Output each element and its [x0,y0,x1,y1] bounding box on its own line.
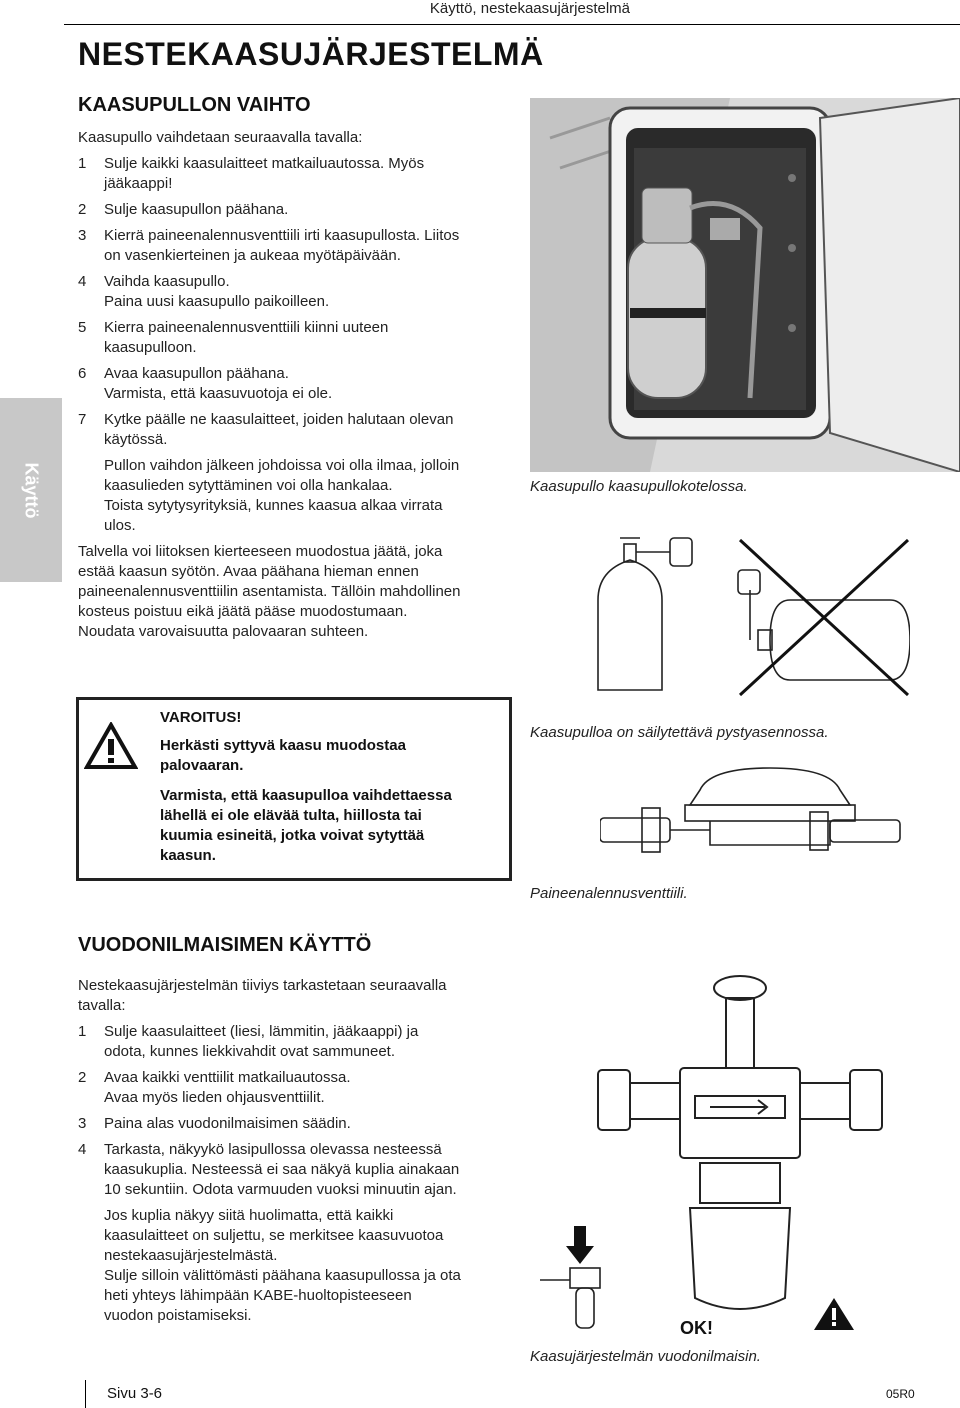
leak-step-1: 1 Sulje kaasulaitteet (liesi, lämmitin, jääkaappi) ja odota, kunnes liekkivahdit ovat sammuneet. [78,1023,419,1060]
page-number: Sivu 3-6 [107,1385,163,1402]
leak-step-4: 4 Tarkasta, näkyykö lasipullossa olevassa nesteessä kaasukuplia. Nesteessä ei saa näkyä kuplia ainakaan 10 sekuntiin. Odota varmuuden vuoksi minuutin ajan. [78,1141,460,1198]
section2-intro: Nestekaasujärjestelmän tiiviys tarkastetaan seuraavalla tavalla: [78,977,447,1014]
side-tab [0,398,62,582]
gas-bottle-cabinet-photo [530,98,960,472]
running-header: Käyttö, nestekaasujärjestelmä [429,0,630,17]
leak-step-2: 2 Avaa kaikki venttiilit matkailuautossa. Avaa myös lieden ohjausventtiilit. [78,1069,351,1106]
step-5: 5 Kierra paineenalennusventtiili kiinni uuteen kaasupulloon. [78,319,389,356]
small-detector-icon [540,1268,600,1328]
page-title: NESTEKAASUJÄRJESTELMÄ [78,36,544,72]
step-7: 7 Kytke päälle ne kaasulaitteet, joiden halutaan olevan käytössä. [78,411,454,448]
warning-triangle-icon [84,722,138,775]
caption-upright: Kaasupulloa on säilytettävä pystyasennossa. [530,724,829,741]
upright-bottle-icon [598,538,692,690]
revision-code: 05R0 [886,1387,915,1401]
ok-label: OK! [680,1318,713,1338]
section1-body [78,128,518,648]
step-2: 2 Sulje kaasupullon päähana. [78,201,289,218]
caption-cabinet: Kaasupullo kaasupullokotelossa. [530,478,748,495]
warning-title: VAROITUS! [160,709,242,726]
lying-bottle-icon [738,570,910,680]
note-air-in-lines: Pullon vaihdon jälkeen johdoissa voi olla ilmaa, jolloin kaasulieden sytyttäminen voi olla hankalaa. Toista sytytysyrityksiä, kunnes kaasua alkaa virrata ulos. [104,457,460,534]
leak-detector-illustration [530,968,950,1340]
section2-body [78,976,518,1332]
footer-rule [85,1380,86,1408]
warning-text: VAROITUS! Herkästi syttyvä kaasu muodostaa palovaaran. Varmista, että kaasupulloa vaihdettaessa lähellä ei ole elävää tulta, hiillosta tai kuumia esineitä, jotka voivat sytyttää kaasun. [160,708,500,866]
section1-intro: Kaasupullo vaihdetaan seuraavalla tavalla: [78,129,363,146]
step-4: 4 Vaihda kaasupullo. Paina uusi kaasupullo paikoilleen. [78,273,330,310]
down-arrow-icon [566,1226,594,1264]
caption-regulator: Paineenalennusventtiili. [530,885,688,902]
step-6: 6 Avaa kaasupullon päähana. Varmista, että kaasuvuotoja ei ole. [78,365,333,402]
caption-detector: Kaasujärjestelmän vuodonilmaisin. [530,1348,761,1365]
step-1: 1 Sulje kaikki kaasulaitteet matkailuautossa. Myös jääkaappi! [78,155,425,192]
leak-note: Jos kuplia näkyy siitä huolimatta, että kaikki kaasulaitteet on suljettu, se merkitsee kaasuvuotoa nestekaasujärjestelmästä. Sulje silloin välittömästi päähana kaasupullossa ja ota heti yhteys lähimpään KABE-huoltopisteeseen vuodon poistamiseksi. [104,1207,461,1324]
header-rule [64,24,960,25]
section1-steps [78,154,518,450]
section-heading-leak-detector: VUODONILMAISIMEN KÄYTTÖ [78,934,372,956]
section-heading-gas-bottle: KAASUPULLON VAIHTO [78,94,311,116]
leak-step-3: 3 Paina alas vuodonilmaisimen säädin. [78,1115,351,1132]
step-3: 3 Kierrä paineenalennusventtiili irti kaasupullosta. Liitos on vasenkierteinen ja aukeaa myötäpäivään. [78,227,460,264]
side-tab-label: Käyttö [21,461,42,519]
pressure-regulator-illustration [600,760,920,870]
warning-sign-icon [814,1298,854,1330]
note-winter-ice: Talvella voi liitoksen kierteeseen muodostua jäätä, joka estää kaasun syötön. Avaa päähana hieman ennen paineenalennusventtiilin asentamista. Tällöin mahdollinen kosteus poistuu eikä jäätä pääse muodostumaan. Noudata varovaisuutta palovaaran suhteen. [78,543,461,640]
cross-mark-icon [740,540,908,695]
bottle-orientation-illustration [590,530,910,700]
